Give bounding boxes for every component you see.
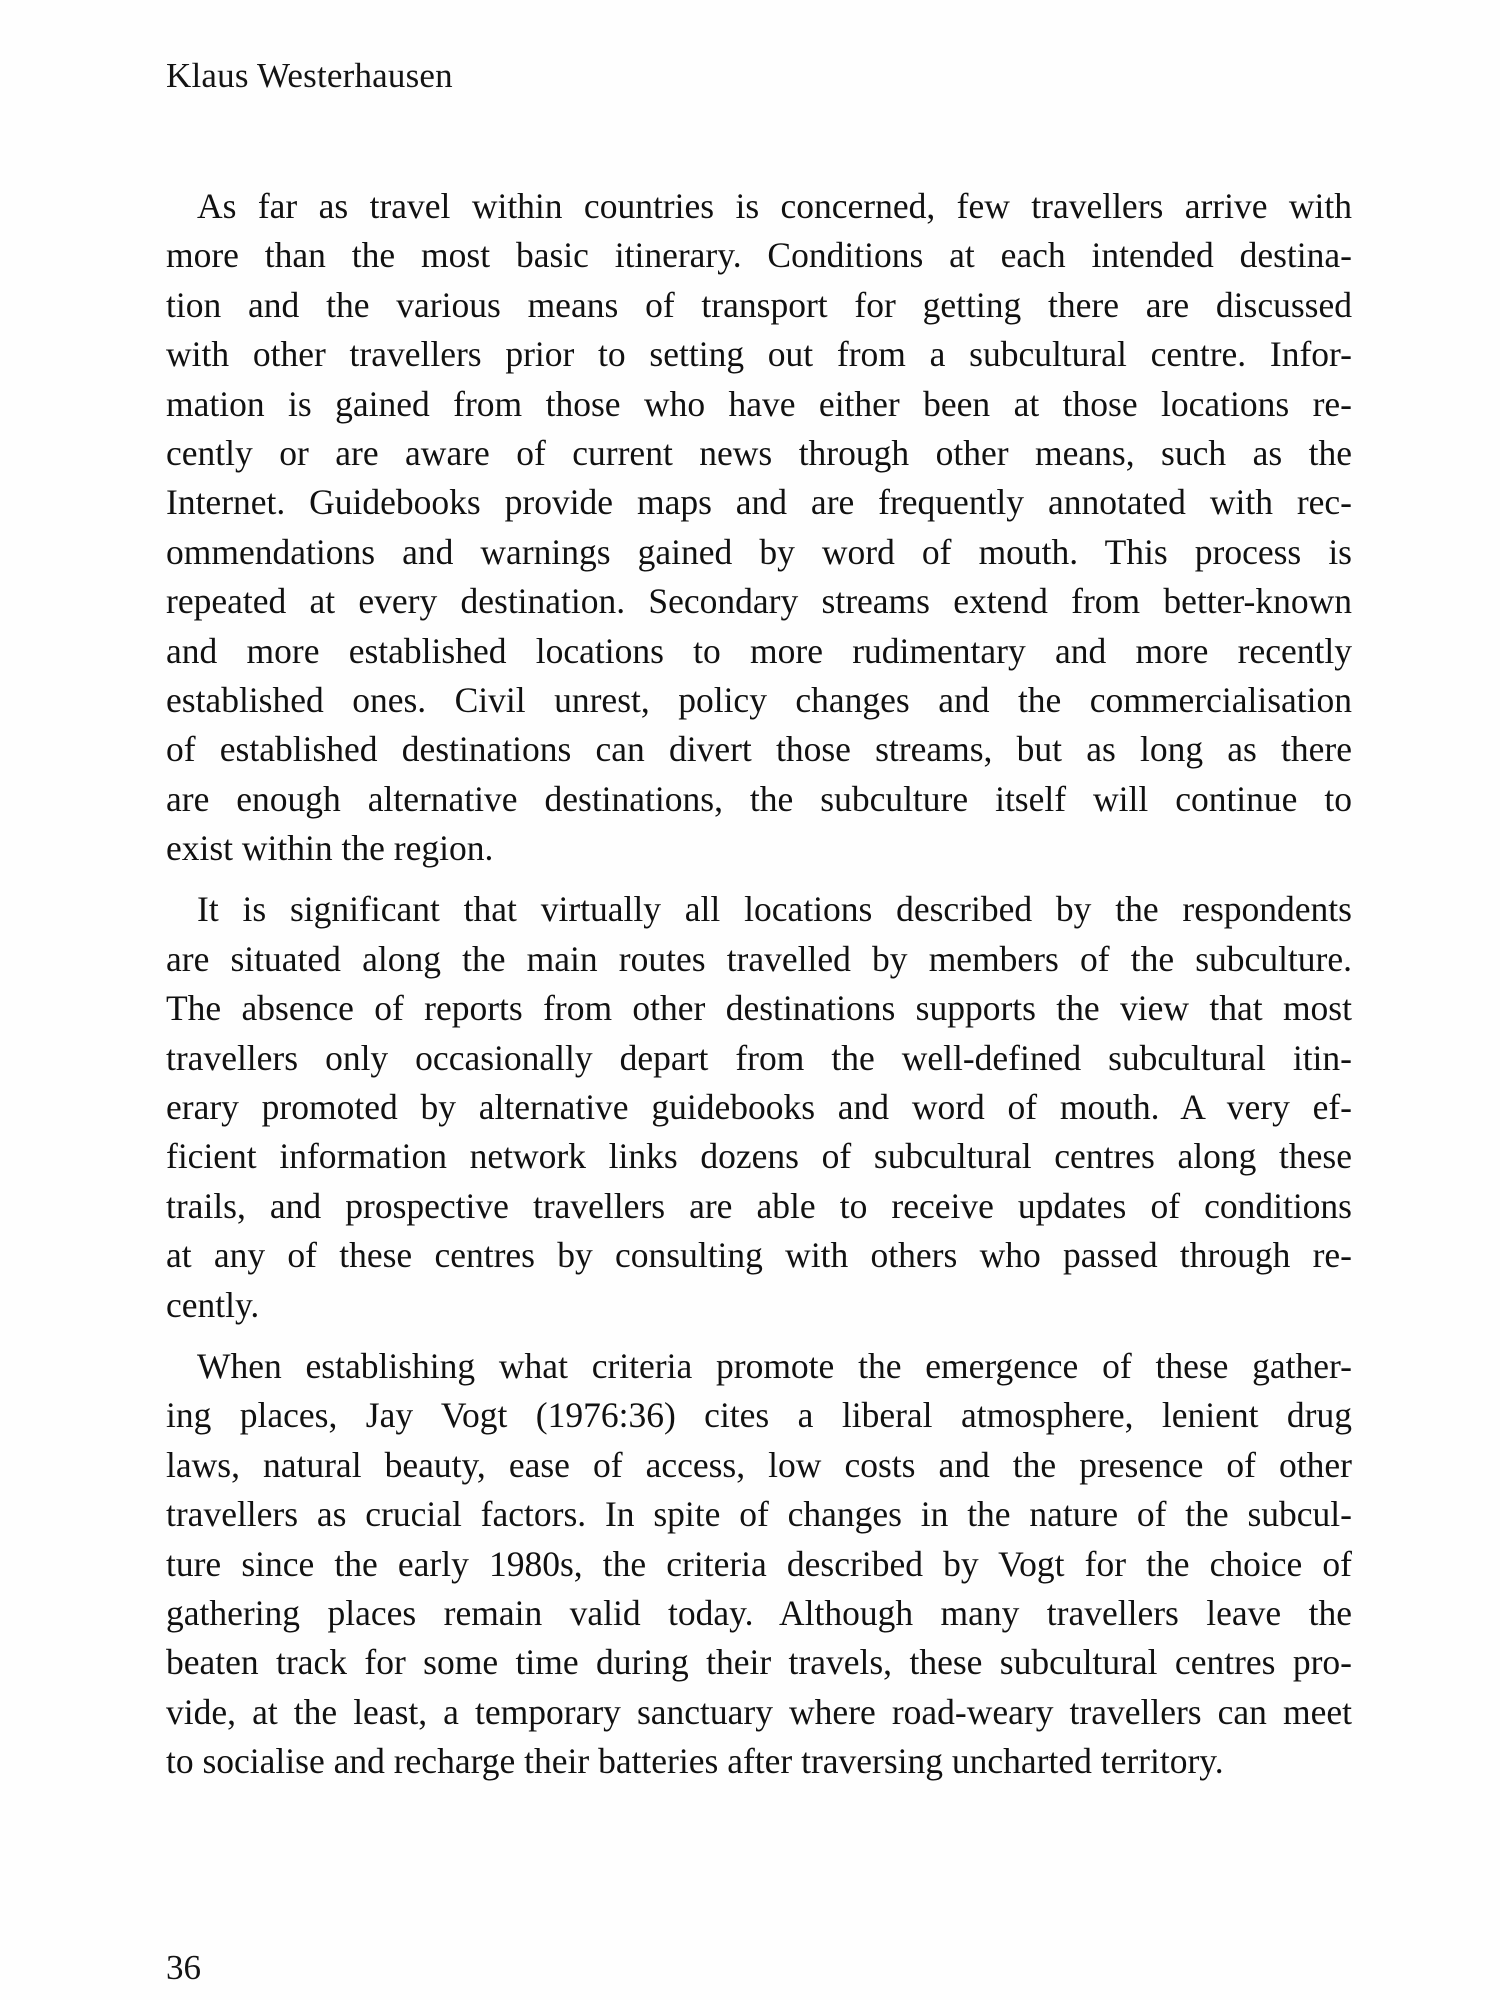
- text-line: It is significant that virtually all locations described by the respondents: [197, 889, 1352, 930]
- text-line: ture since the early 1980s, the criteria described by Vogt for the choice of: [166, 1543, 1352, 1584]
- text-line: at any of these centres by consulting with others who passed through re-: [166, 1235, 1352, 1276]
- text-line: ommendations and warnings gained by word of mouth. This process is: [166, 531, 1352, 572]
- text-line: gathering places remain valid today. Although many travellers leave the: [166, 1592, 1352, 1633]
- text-line: exist within the region.: [166, 828, 494, 869]
- text-line: When establishing what criteria promote the emergence of these gather-: [197, 1345, 1352, 1386]
- text-line: erary promoted by alternative guidebooks and word of mouth. A very ef-: [166, 1087, 1352, 1128]
- text-line: of established destinations can divert those streams, but as long as there: [166, 729, 1352, 770]
- running-head-author: Klaus Westerhausen: [166, 56, 453, 95]
- text-line: tion and the various means of transport for getting there are discussed: [166, 284, 1352, 325]
- paragraph-1: [166, 182, 1352, 873]
- text-line: with other travellers prior to setting out from a subcultural centre. Infor-: [166, 334, 1352, 375]
- text-line: laws, natural beauty, ease of access, low costs and the presence of other: [166, 1444, 1352, 1485]
- text-line: established ones. Civil unrest, policy changes and the commercialisation: [166, 679, 1352, 720]
- text-line: cently or are aware of current news through other means, such as the: [166, 432, 1352, 473]
- paragraph-3: [166, 1342, 1352, 1787]
- text-line: travellers only occasionally depart from the well-defined subcultural itin-: [166, 1037, 1352, 1078]
- text-line: beaten track for some time during their travels, these subcultural centres pro-: [166, 1642, 1352, 1683]
- text-line: and more established locations to more rudimentary and more recently: [166, 630, 1352, 671]
- text-line: The absence of reports from other destinations supports the view that most: [166, 988, 1352, 1029]
- text-line: are situated along the main routes travelled by members of the subculture.: [166, 938, 1352, 979]
- text-line: ing places, Jay Vogt (1976:36) cites a liberal atmosphere, lenient drug: [166, 1395, 1352, 1436]
- text-line: travellers as crucial factors. In spite of changes in the nature of the subcul-: [166, 1494, 1352, 1535]
- text-line: repeated at every destination. Secondary streams extend from better-known: [166, 581, 1352, 622]
- text-line: more than the most basic itinerary. Conditions at each intended destina-: [166, 235, 1352, 276]
- body-text: [166, 182, 1352, 1799]
- text-line: Internet. Guidebooks provide maps and are frequently annotated with rec-: [166, 482, 1352, 523]
- paragraph-2: [166, 885, 1352, 1330]
- text-line: are enough alternative destinations, the subculture itself will continue to: [166, 778, 1352, 819]
- text-line: mation is gained from those who have either been at those locations re-: [166, 383, 1352, 424]
- text-line: trails, and prospective travellers are able to receive updates of conditions: [166, 1185, 1352, 1226]
- page-number: 36: [166, 1948, 201, 1987]
- text-line: cently.: [166, 1284, 260, 1325]
- text-line: vide, at the least, a temporary sanctuary where road-weary travellers can meet: [166, 1691, 1352, 1732]
- text-line: to socialise and recharge their batteries after traversing uncharted territory.: [166, 1741, 1224, 1782]
- text-line: ficient information network links dozens of subcultural centres along these: [166, 1136, 1352, 1177]
- text-line: As far as travel within countries is concerned, few travellers arrive with: [197, 186, 1352, 226]
